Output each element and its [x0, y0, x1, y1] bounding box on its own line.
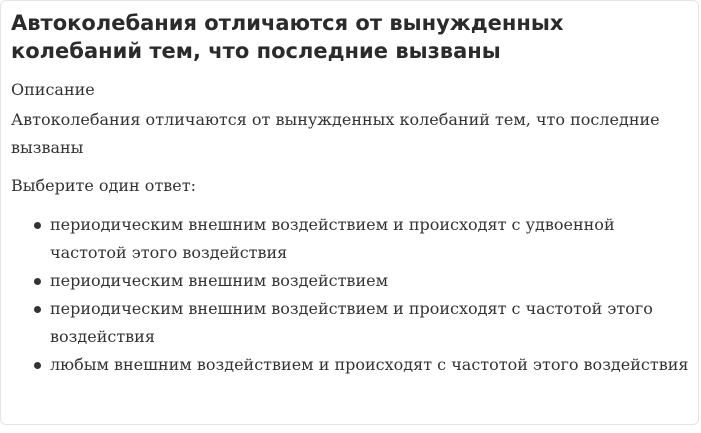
answer-option-3[interactable]: [1, 295, 700, 351]
question-title: Автоколебания отличаются от вынужденных колебаний тем, что последние вызваны: [11, 11, 564, 63]
answer-option-4[interactable]: [1, 351, 700, 379]
description-label: Описание: [11, 80, 95, 99]
answer-option-1[interactable]: [1, 211, 700, 267]
answer-options-list: [1, 211, 700, 379]
bullet-icon: [34, 362, 41, 369]
bullet-icon: [34, 306, 41, 313]
description-text: Автоколебания отличаются от вынужденных колебаний тем, что последние вызваны: [11, 110, 660, 157]
answer-option-label: периодическим внешним воздействием и происходят с частотой этого воздействия: [50, 299, 653, 346]
bullet-icon: [34, 222, 41, 229]
bullet-icon: [34, 278, 41, 285]
answer-prompt: Выберите один ответ:: [11, 176, 197, 195]
answer-option-label: периодическим внешним воздействием и происходят с удвоенной частотой этого воздействия: [50, 215, 615, 262]
answer-option-label: периодическим внешним воздействием: [50, 271, 389, 290]
answer-option-label: любым внешним воздействием и происходят с частотой этого воздействия: [50, 355, 689, 374]
answer-option-2[interactable]: [1, 267, 700, 295]
